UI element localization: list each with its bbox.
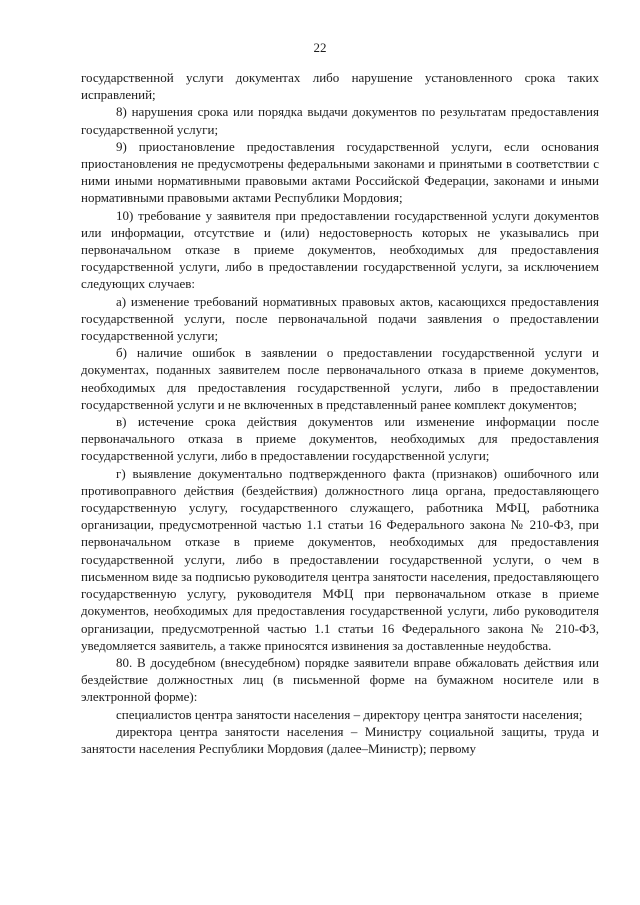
paragraph-item-9: 9) приостановление предоставления государственной услуги, если основания приостановления не предусмотрены федеральными законами и принятыми в соответствии с ними иными нормативными правовыми актами Российской Федерации, законами и иными нормативными правовыми актами Республики Мордовия; [81,138,599,206]
paragraph-subitem-v: в) истечение срока действия документов или изменение информации после первоначального отказа в приеме документов, необходимых для предоставления государственной услуги, либо в предоставлении государственной услуги; [81,414,599,464]
paragraph-specialists: специалистов центра занятости населения – директору центра занятости населения; [116,706,583,722]
page-number: 22 [313,40,327,55]
document-body [81,69,599,757]
paragraph-director: директора центра занятости населения – Министру социальной защиты, труда и занятости населения Республики Мордовия (далее–Министр); первому [81,723,599,756]
paragraph-continuation: государственной услуги документах либо нарушение установленного срока таких исправлений; [81,70,599,103]
paragraph-subitem-a: а) изменение требований нормативных правовых актов, касающихся предоставления государственной услуги, после первоначальной подачи заявления о предоставлении государственной услуги; [81,293,599,344]
paragraph-item-8: 8) нарушения срока или порядка выдачи документов по результатам предоставления государственной услуги; [81,104,599,137]
paragraph-subitem-g: г) выявление документально подтвержденного факта (признаков) ошибочного или противоправного действия (бездействия) должностного лица органа, предоставляющего государственную услугу, государственного служащего, работника МФЦ, работника организации, предусмотренной частью 1.1 статьи 16 Федерального закона № 210-ФЗ, при первоначальном отказе в приеме документов, необходимых для предоставления государственной услуги, либо в предоставлении государственной услуги, о чем в письменном виде за подписью руководителя центра занятости населения, предоставляющего государственную услугу, руководителя МФЦ при первоначальном отказе в приеме документов, необходимых для предоставления государственной услуги, либо руководителя организации, предусмотренной частью 1.1 статьи 16 Федерального закона № 210-ФЗ, уведомляется заявитель, а также приносятся извинения за доставленные неудобства. [81,465,599,653]
paragraph-80: 80. В досудебном (внесудебном) порядке заявители вправе обжаловать действия или бездействие должностных лиц (в письменной форме на бумажном носителе или в электронной форме): [81,654,599,705]
paragraph-subitem-b: б) наличие ошибок в заявлении о предоставлении государственной услуги и документах, поданных заявителем после первоначального отказа в приеме документов, необходимых для предоставления государственной услуги, либо в предоставлении государственной услуги и не включенных в представленный ранее комплект документов; [81,345,599,412]
paragraph-item-10: 10) требование у заявителя при предоставлении государственной услуги документов или информации, отсутствие и (или) недостоверность которых не указывались при первоначальном отказе в приеме документов, необходимых для предоставления государственной услуги, либо в предоставлении государственной услуги, за исключением следующих случаев: [81,207,599,292]
